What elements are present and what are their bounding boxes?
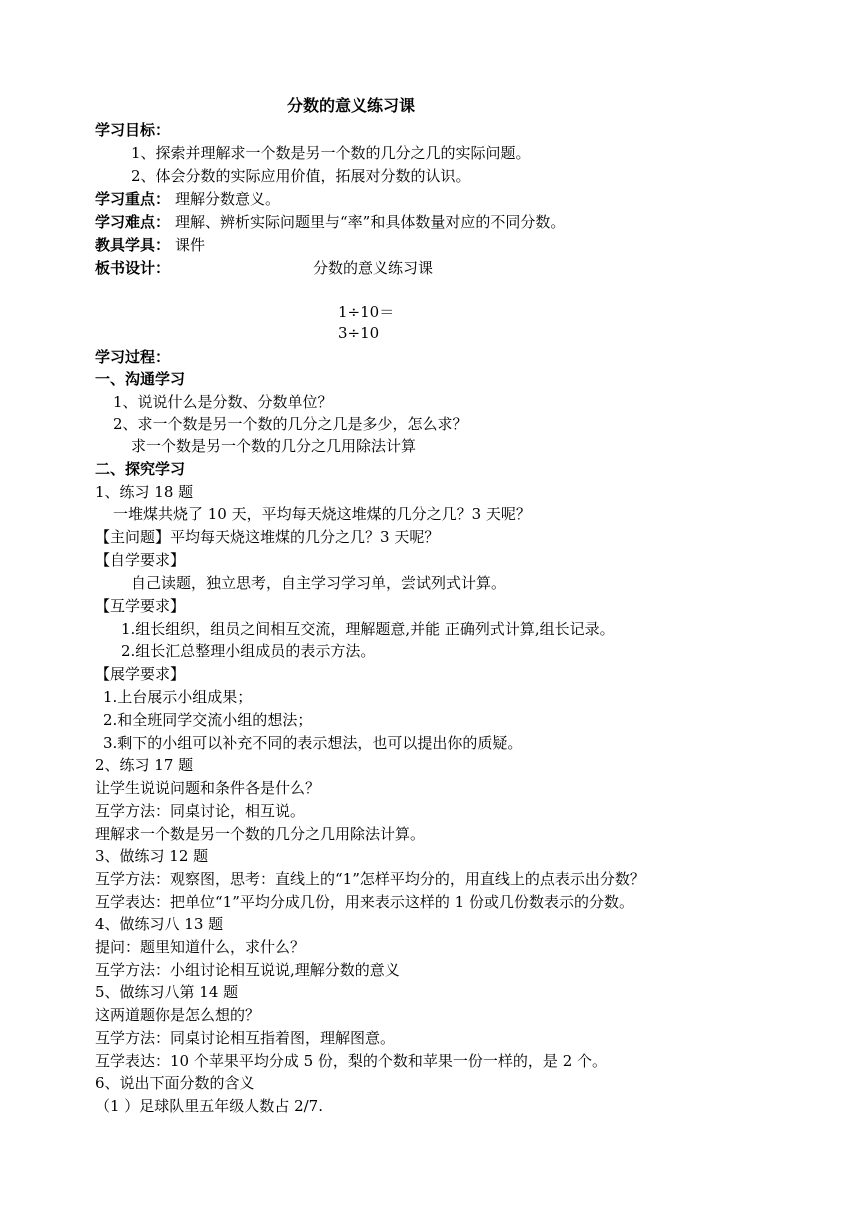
text-line: 互学表达：把单位“1”平均分成几份，用来表示这样的 1 份或几份数表示的分数。 bbox=[95, 893, 634, 911]
document-title: 分数的意义练习课 bbox=[287, 96, 416, 115]
section-heading: 学习目标： bbox=[95, 121, 171, 139]
text-line: 课件 bbox=[175, 236, 206, 254]
section-heading: 二、探究学习 bbox=[95, 460, 186, 478]
text-line: 2.组长汇总整理小组成员的表示方法。 bbox=[121, 642, 376, 660]
text-line: 3÷10 bbox=[338, 324, 380, 342]
section-heading: 一、沟通学习 bbox=[95, 370, 186, 388]
text-line: 3、做练习 12 题 bbox=[95, 847, 209, 865]
text-line: 互学方法：同桌讨论，相互说。 bbox=[95, 802, 306, 820]
text-line: 互学方法：观察图，思考：直线上的“1”怎样平均分的，用直线上的点表示出分数？ bbox=[95, 870, 645, 888]
text-line: 互学方法：小组讨论相互说说,理解分数的意义 bbox=[95, 961, 400, 979]
text-line: 理解求一个数是另一个数的几分之几用除法计算。 bbox=[95, 825, 426, 843]
text-line: 1÷10＝ bbox=[338, 303, 395, 321]
text-line: 1、练习 18 题 bbox=[95, 483, 194, 501]
text-line: 【展学要求】 bbox=[95, 665, 186, 683]
text-line: 2、体会分数的实际应用价值，拓展对分数的认识。 bbox=[131, 167, 471, 185]
text-line: 5、做练习八第 14 题 bbox=[95, 983, 239, 1001]
text-line: 4、做练习八 13 题 bbox=[95, 915, 224, 933]
text-line: 这两道题你是怎么想的？ bbox=[95, 1006, 261, 1024]
text-line: 理解、辨析实际问题里与“率”和具体数量对应的不同分数。 bbox=[175, 213, 566, 231]
text-line: 1.上台展示小组成果； bbox=[103, 688, 253, 706]
text-line: 互学表达：10 个苹果平均分成 5 份，梨的个数和苹果一份一样的，是 2 个。 bbox=[95, 1052, 608, 1070]
text-line: 求一个数是另一个数的几分之几用除法计算 bbox=[131, 437, 417, 455]
text-line: 6、说出下面分数的含义 bbox=[95, 1074, 255, 1092]
text-line: 提问：题里知道什么，求什么？ bbox=[95, 938, 306, 956]
text-line: 【主问题】平均每天烧这堆煤的几分之几？3 天呢？ bbox=[95, 528, 440, 546]
text-line: 让学生说说问题和条件各是什么？ bbox=[95, 779, 321, 797]
text-line: 1、探索并理解求一个数是另一个数的几分之几的实际问题。 bbox=[131, 144, 531, 162]
text-line: 互学方法：同桌讨论相互指着图，理解图意。 bbox=[95, 1029, 396, 1047]
text-line: （1 ）足球队里五年级人数占 2/7. bbox=[95, 1097, 323, 1115]
text-line: 【自学要求】 bbox=[95, 551, 186, 569]
text-line: 分数的意义练习课 bbox=[313, 259, 434, 277]
text-line: 理解分数意义。 bbox=[175, 190, 281, 208]
text-line: 一堆煤共烧了 10 天，平均每天烧这堆煤的几分之几？3 天呢？ bbox=[113, 505, 531, 523]
section-heading: 学习难点： bbox=[95, 213, 171, 231]
section-heading: 学习过程： bbox=[95, 348, 171, 366]
text-line: 1.组长组织，组员之间相互交流，理解题意,并能 正确列式计算,组长记录。 bbox=[121, 620, 615, 638]
text-line: 2、求一个数是另一个数的几分之几是多少，怎么求？ bbox=[113, 415, 468, 433]
section-heading: 教具学具： bbox=[95, 236, 171, 254]
text-line: 2、练习 17 题 bbox=[95, 756, 194, 774]
text-line: 2.和全班同学交流小组的想法； bbox=[103, 711, 313, 729]
text-line: 1、说说什么是分数、分数单位？ bbox=[113, 393, 333, 411]
section-heading: 学习重点： bbox=[95, 190, 171, 208]
text-line: 【互学要求】 bbox=[95, 597, 186, 615]
section-heading: 板书设计： bbox=[95, 259, 171, 277]
text-line: 自己读题，独立思考，自主学习学习单，尝试列式计算。 bbox=[131, 574, 507, 592]
text-line: 3.剩下的小组可以补充不同的表示想法，也可以提出你的质疑。 bbox=[103, 734, 523, 752]
